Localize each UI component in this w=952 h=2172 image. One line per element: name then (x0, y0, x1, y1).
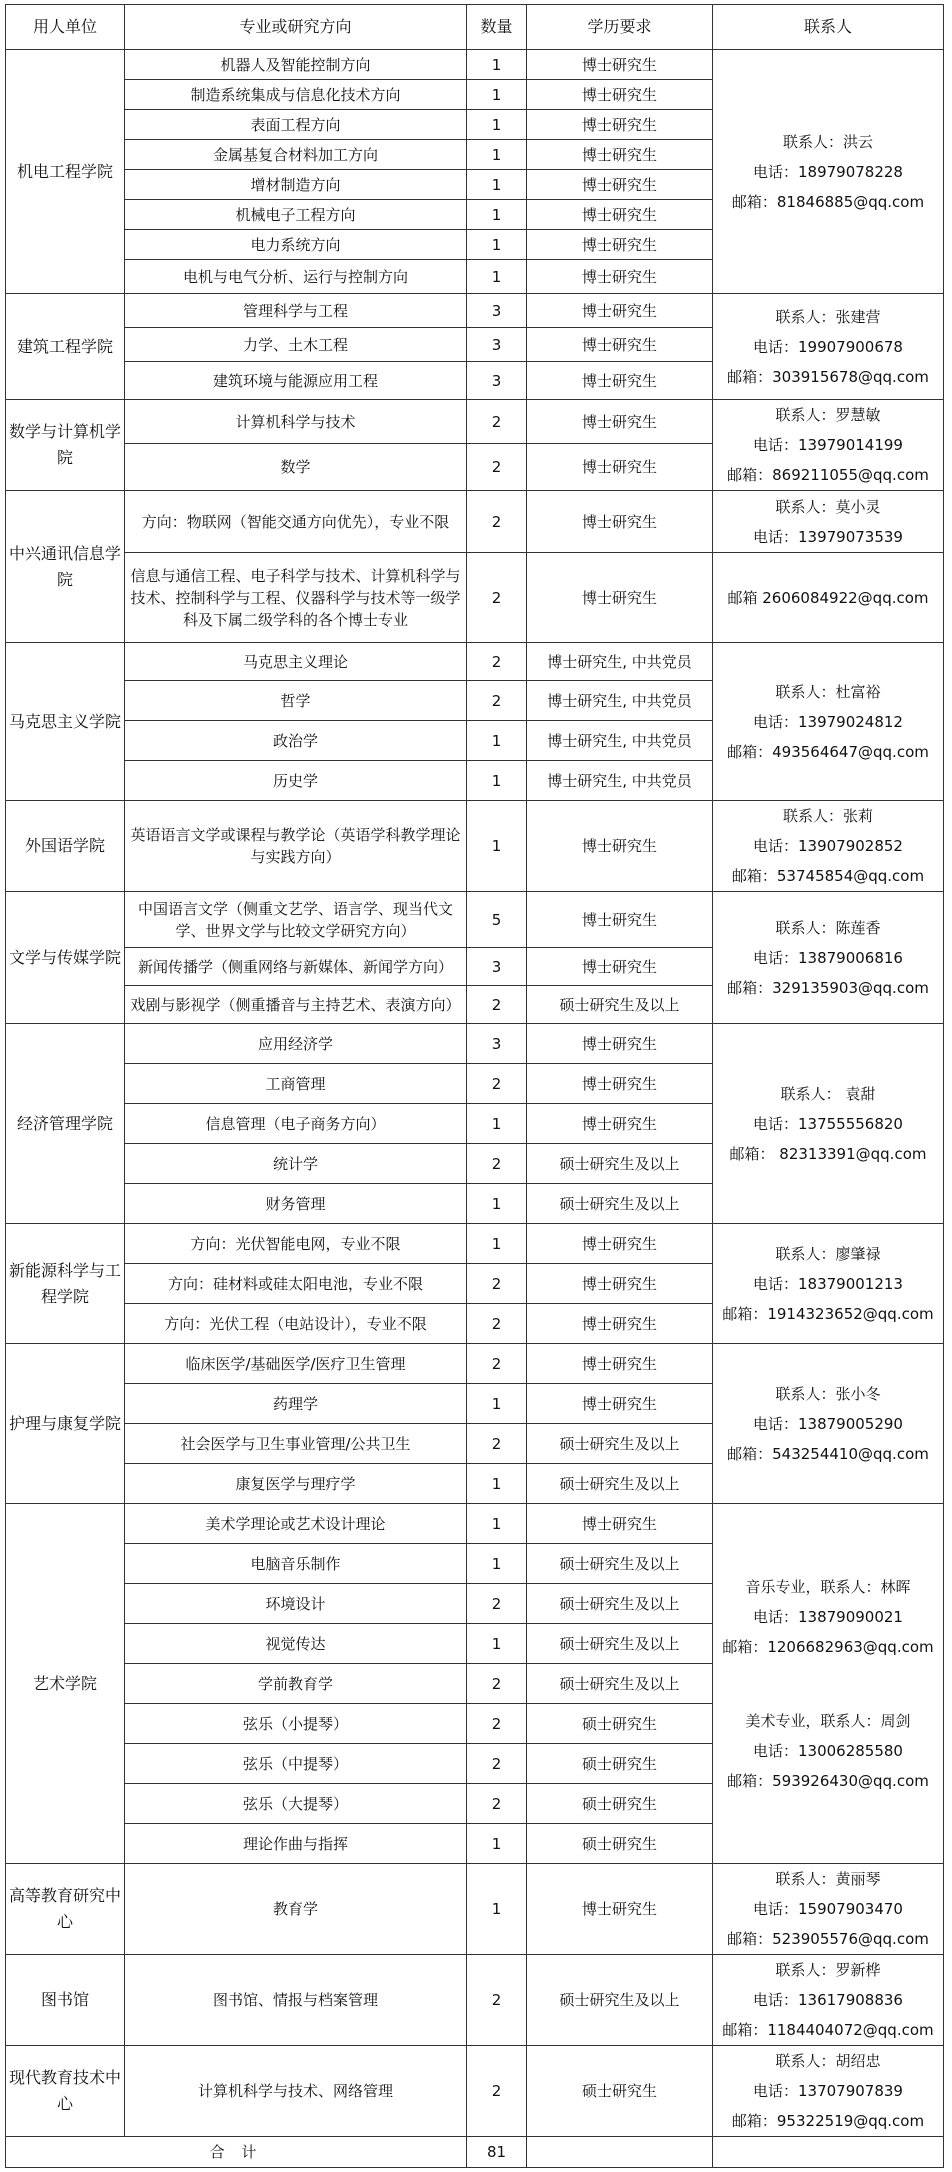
contact-line: 邮箱：543254410@qq.com (727, 1444, 929, 1463)
edu-cell: 博士研究生 (527, 1064, 713, 1104)
qty-cell: 3 (467, 948, 527, 986)
contact-line: 电话：13006285580 (753, 1741, 903, 1760)
major-cell: 教育学 (125, 1864, 467, 1955)
table-row (6, 1224, 944, 1264)
major-cell: 增材制造方向 (125, 170, 467, 200)
qty-cell: 1 (467, 140, 527, 170)
total-label: 合 计 (6, 2137, 467, 2168)
edu-cell: 博士研究生 (527, 230, 713, 260)
major-cell: 方向：硅材料或硅太阳电池，专业不限 (125, 1264, 467, 1304)
edu-cell: 博士研究生 (527, 1024, 713, 1064)
edu-cell: 硕士研究生 (527, 1744, 713, 1784)
major-cell: 弦乐（中提琴） (125, 1744, 467, 1784)
major-cell: 信息管理（电子商务方向） (125, 1104, 467, 1144)
contact-cell (713, 491, 944, 553)
edu-cell: 博士研究生 (527, 1304, 713, 1344)
major-cell: 哲学 (125, 681, 467, 721)
qty-cell: 1 (467, 110, 527, 140)
edu-cell: 博士研究生 (527, 140, 713, 170)
contact-line: 联系人：罗新桦 (775, 1961, 881, 1979)
contact-cell (713, 294, 944, 400)
major-cell: 制造系统集成与信息化技术方向 (125, 80, 467, 110)
total-row (6, 2137, 944, 2168)
edu-cell: 硕士研究生及以上 (527, 1955, 713, 2046)
edu-cell: 博士研究生 (527, 1224, 713, 1264)
major-cell: 金属基复合材料加工方向 (125, 140, 467, 170)
contact-line: 联系人：杜富裕 (775, 682, 881, 701)
major-cell: 表面工程方向 (125, 110, 467, 140)
contact-cell (713, 1344, 944, 1504)
table-row (6, 1344, 944, 1384)
major-cell: 计算机科学与技术、网络管理 (125, 2046, 467, 2137)
contact-line: 邮箱：95322519@qq.com (731, 2112, 925, 2130)
edu-cell: 博士研究生 (527, 1344, 713, 1384)
contact-line: 电话：15907903470 (753, 1900, 903, 1918)
qty-cell: 3 (467, 294, 527, 328)
edu-cell: 硕士研究生及以上 (527, 1584, 713, 1624)
contact-line: 电话：13707907839 (753, 2082, 903, 2100)
qty-cell: 2 (467, 643, 527, 681)
major-cell: 临床医学/基础医学/医疗卫生管理 (125, 1344, 467, 1384)
edu-cell: 博士研究生 (527, 260, 713, 294)
unit-cell: 数学与计算机学院 (6, 400, 125, 491)
qty-cell: 2 (467, 1955, 527, 2046)
edu-cell: 博士研究生 (527, 170, 713, 200)
qty-cell: 5 (467, 892, 527, 948)
major-cell: 统计学 (125, 1144, 467, 1184)
contact-line: 美术专业，联系人：周剑 (745, 1711, 911, 1730)
table-row (6, 801, 944, 892)
contact-line: 电话：13879006816 (753, 948, 903, 967)
qty-cell: 1 (467, 80, 527, 110)
contact-cell (713, 1224, 944, 1344)
edu-cell: 博士研究生 (527, 200, 713, 230)
table-row (6, 50, 944, 80)
qty-cell: 2 (467, 1264, 527, 1304)
major-cell: 方向：光伏智能电网，专业不限 (125, 1224, 467, 1264)
unit-cell: 建筑工程学院 (6, 294, 125, 400)
contact-line: 邮箱：1184404072@qq.com (722, 2021, 934, 2039)
contact-cell (713, 50, 944, 294)
major-cell: 方向：物联网（智能交通方向优先），专业不限 (125, 491, 467, 553)
major-cell: 政治学 (125, 721, 467, 761)
edu-cell: 博士研究生 (527, 1104, 713, 1144)
contact-line: 邮箱 2606084922@qq.com (727, 588, 929, 607)
edu-cell: 硕士研究生及以上 (527, 986, 713, 1024)
qty-cell: 2 (467, 400, 527, 444)
header-edu: 学历要求 (527, 5, 713, 50)
qty-cell: 1 (467, 1384, 527, 1424)
contact-cell (713, 1504, 944, 1864)
contact-line: 电话：18379001213 (753, 1274, 903, 1293)
qty-cell: 2 (467, 1704, 527, 1744)
edu-cell: 博士研究生 (527, 50, 713, 80)
header-unit: 用人单位 (6, 5, 125, 50)
unit-cell: 新能源科学与工程学院 (6, 1224, 125, 1344)
major-cell: 弦乐（大提琴） (125, 1784, 467, 1824)
contact-line: 电话：18979078228 (753, 162, 903, 181)
contact-cell (713, 1955, 944, 2046)
header-qty: 数量 (467, 5, 527, 50)
major-cell: 机械电子工程方向 (125, 200, 467, 230)
unit-cell: 经济管理学院 (6, 1024, 125, 1224)
edu-cell: 硕士研究生 (527, 2046, 713, 2137)
major-cell: 理论作曲与指挥 (125, 1824, 467, 1864)
major-cell: 数学 (125, 444, 467, 491)
unit-cell: 护理与康复学院 (6, 1344, 125, 1504)
qty-cell: 1 (467, 1184, 527, 1224)
edu-cell: 硕士研究生 (527, 1704, 713, 1744)
contact-cell (713, 400, 944, 491)
edu-cell: 博士研究生 (527, 491, 713, 553)
contact-cell (713, 1024, 944, 1224)
major-cell: 电力系统方向 (125, 230, 467, 260)
contact-line: 联系人：莫小灵 (775, 497, 881, 516)
recruitment-table (5, 4, 944, 2168)
contact-line: 联系人：张建营 (775, 307, 881, 326)
contact-cell (713, 553, 944, 643)
qty-cell: 2 (467, 1664, 527, 1704)
edu-cell: 博士研究生, 中共党员 (527, 761, 713, 801)
edu-cell: 博士研究生 (527, 801, 713, 892)
edu-cell: 博士研究生 (527, 444, 713, 491)
major-cell: 建筑环境与能源应用工程 (125, 362, 467, 400)
contact-line: 联系人：胡绍忠 (775, 2052, 881, 2070)
edu-cell: 博士研究生 (527, 80, 713, 110)
qty-cell: 2 (467, 1304, 527, 1344)
major-cell: 方向：光伏工程（电站设计），专业不限 (125, 1304, 467, 1344)
major-cell: 药理学 (125, 1384, 467, 1424)
qty-cell: 2 (467, 1064, 527, 1104)
qty-cell: 2 (467, 681, 527, 721)
unit-cell: 外国语学院 (6, 801, 125, 892)
contact-line: 联系人：廖肇禄 (775, 1244, 881, 1263)
qty-cell: 2 (467, 1784, 527, 1824)
edu-cell: 博士研究生 (527, 400, 713, 444)
contact-line: 联系人：洪云 (782, 132, 873, 151)
table-row (6, 400, 944, 444)
edu-cell: 硕士研究生及以上 (527, 1544, 713, 1584)
major-cell: 学前教育学 (125, 1664, 467, 1704)
contact-line: 邮箱：303915678@qq.com (727, 367, 929, 386)
contact-line: 邮箱：1206682963@qq.com (722, 1637, 934, 1656)
contact-line: 联系人：黄丽琴 (775, 1870, 881, 1888)
qty-cell: 1 (467, 801, 527, 892)
qty-cell: 2 (467, 491, 527, 553)
major-cell: 社会医学与卫生事业管理/公共卫生 (125, 1424, 467, 1464)
edu-cell: 博士研究生, 中共党员 (527, 721, 713, 761)
table-row (6, 553, 944, 643)
contact-gap (716, 1662, 940, 1706)
major-cell: 工商管理 (125, 1064, 467, 1104)
contact-line: 电话：13879090021 (753, 1607, 903, 1626)
edu-cell: 博士研究生, 中共党员 (527, 681, 713, 721)
major-cell: 计算机科学与技术 (125, 400, 467, 444)
header-major: 专业或研究方向 (125, 5, 467, 50)
qty-cell: 3 (467, 1024, 527, 1064)
major-cell: 美术学理论或艺术设计理论 (125, 1504, 467, 1544)
major-cell: 电脑音乐制作 (125, 1544, 467, 1584)
major-cell: 英语语言文学或课程与教学论（英语学科教学理论与实践方向） (125, 801, 467, 892)
contact-line: 电话：13979024812 (753, 712, 903, 731)
major-cell: 新闻传播学（侧重网络与新媒体、新闻学方向） (125, 948, 467, 986)
contact-line: 邮箱： 82313391@qq.com (729, 1144, 927, 1163)
edu-cell: 博士研究生 (527, 553, 713, 643)
qty-cell: 2 (467, 2046, 527, 2137)
qty-cell: 1 (467, 1544, 527, 1584)
table-row (6, 1955, 944, 2046)
qty-cell: 1 (467, 50, 527, 80)
edu-cell: 博士研究生 (527, 362, 713, 400)
edu-cell: 博士研究生 (527, 1264, 713, 1304)
major-cell: 财务管理 (125, 1184, 467, 1224)
contact-cell (713, 801, 944, 892)
table-row (6, 294, 944, 328)
contact-cell (713, 643, 944, 801)
table-row (6, 1504, 944, 1544)
unit-cell: 马克思主义学院 (6, 643, 125, 801)
qty-cell: 1 (467, 1224, 527, 1264)
major-cell: 信息与通信工程、电子科学与技术、计算机科学与技术、控制科学与工程、仪器科学与技术等一级学科及下属二级学科的各个博士专业 (125, 553, 467, 643)
major-cell: 图书馆、情报与档案管理 (125, 1955, 467, 2046)
edu-cell: 博士研究生 (527, 110, 713, 140)
contact-line: 邮箱：593926430@qq.com (727, 1771, 929, 1790)
qty-cell: 1 (467, 1504, 527, 1544)
qty-cell: 3 (467, 328, 527, 362)
edu-cell: 硕士研究生及以上 (527, 1664, 713, 1704)
edu-cell: 硕士研究生及以上 (527, 1464, 713, 1504)
contact-line: 联系人：陈莲香 (775, 918, 881, 937)
table-row (6, 491, 944, 553)
major-cell: 环境设计 (125, 1584, 467, 1624)
contact-line: 电话：13979014199 (753, 436, 903, 454)
contact-line: 邮箱：493564647@qq.com (727, 742, 929, 761)
table-row (6, 643, 944, 681)
unit-cell: 现代教育技术中心 (6, 2046, 125, 2137)
qty-cell: 2 (467, 553, 527, 643)
qty-cell: 1 (467, 1464, 527, 1504)
major-cell: 康复医学与理疗学 (125, 1464, 467, 1504)
header-contact: 联系人 (713, 5, 944, 50)
contact-line: 邮箱：1914323652@qq.com (722, 1304, 934, 1323)
qty-cell: 2 (467, 1424, 527, 1464)
unit-cell: 图书馆 (6, 1955, 125, 2046)
edu-cell: 博士研究生 (527, 294, 713, 328)
contact-line: 联系人：张小冬 (775, 1384, 881, 1403)
contact-line: 电话：13755556820 (753, 1114, 903, 1133)
contact-cell (713, 2046, 944, 2137)
major-cell: 马克思主义理论 (125, 643, 467, 681)
table-body (6, 50, 944, 2137)
major-cell: 历史学 (125, 761, 467, 801)
major-cell: 弦乐（小提琴） (125, 1704, 467, 1744)
contact-line: 电话：13617908836 (753, 1991, 903, 2009)
contact-line: 电话：13879005290 (753, 1414, 903, 1433)
contact-line: 电话：13907902852 (753, 837, 903, 855)
table-row (6, 892, 944, 948)
qty-cell: 1 (467, 260, 527, 294)
edu-cell: 博士研究生 (527, 1864, 713, 1955)
edu-cell: 博士研究生 (527, 892, 713, 948)
contact-line: 邮箱：53745854@qq.com (731, 867, 925, 885)
table-row (6, 1864, 944, 1955)
major-cell: 电机与电气分析、运行与控制方向 (125, 260, 467, 294)
edu-cell: 博士研究生 (527, 948, 713, 986)
contact-line: 邮箱：523905576@qq.com (727, 1930, 929, 1948)
major-cell: 中国语言文学（侧重文艺学、语言学、现当代文学、世界文学与比较文学研究方向） (125, 892, 467, 948)
edu-cell: 硕士研究生及以上 (527, 1424, 713, 1464)
table-row (6, 1024, 944, 1064)
edu-cell: 硕士研究生及以上 (527, 1184, 713, 1224)
edu-cell: 硕士研究生及以上 (527, 1144, 713, 1184)
qty-cell: 1 (467, 721, 527, 761)
header-row (6, 5, 944, 50)
edu-cell: 硕士研究生 (527, 1784, 713, 1824)
edu-cell: 博士研究生 (527, 328, 713, 362)
unit-cell: 艺术学院 (6, 1504, 125, 1864)
contact-cell (713, 1864, 944, 1955)
contact-line: 电话：13979073539 (753, 527, 903, 546)
contact-line: 邮箱：81846885@qq.com (731, 192, 925, 211)
qty-cell: 1 (467, 1104, 527, 1144)
major-cell: 应用经济学 (125, 1024, 467, 1064)
qty-cell: 3 (467, 362, 527, 400)
major-cell: 机器人及智能控制方向 (125, 50, 467, 80)
qty-cell: 1 (467, 1824, 527, 1864)
major-cell: 管理科学与工程 (125, 294, 467, 328)
qty-cell: 1 (467, 170, 527, 200)
qty-cell: 2 (467, 444, 527, 491)
major-cell: 戏剧与影视学（侧重播音与主持艺术、表演方向） (125, 986, 467, 1024)
unit-cell: 机电工程学院 (6, 50, 125, 294)
qty-cell: 2 (467, 1144, 527, 1184)
qty-cell: 1 (467, 1624, 527, 1664)
qty-cell: 2 (467, 1744, 527, 1784)
edu-cell: 博士研究生 (527, 1384, 713, 1424)
qty-cell: 1 (467, 230, 527, 260)
qty-cell: 1 (467, 200, 527, 230)
edu-cell: 博士研究生, 中共党员 (527, 643, 713, 681)
total-empty-edu (527, 2137, 713, 2168)
edu-cell: 硕士研究生 (527, 1824, 713, 1864)
total-empty-contact (713, 2137, 944, 2168)
qty-cell: 2 (467, 1584, 527, 1624)
qty-cell: 1 (467, 761, 527, 801)
unit-cell: 中兴通讯信息学院 (6, 491, 125, 643)
contact-line: 联系人：罗慧敏 (775, 406, 881, 424)
qty-cell: 1 (467, 1864, 527, 1955)
qty-cell: 2 (467, 986, 527, 1024)
unit-cell: 文学与传媒学院 (6, 892, 125, 1024)
contact-line: 电话：19907900678 (753, 337, 903, 356)
edu-cell: 硕士研究生及以上 (527, 1624, 713, 1664)
contact-line: 联系人： 袁甜 (780, 1084, 876, 1103)
major-cell: 力学、土木工程 (125, 328, 467, 362)
major-cell: 视觉传达 (125, 1624, 467, 1664)
table-row (6, 2046, 944, 2137)
contact-line: 音乐专业，联系人：林晖 (745, 1577, 911, 1596)
contact-line: 联系人：张莉 (782, 807, 873, 825)
contact-line: 邮箱：329135903@qq.com (727, 978, 929, 997)
contact-line: 邮箱：869211055@qq.com (727, 466, 929, 484)
edu-cell: 博士研究生 (527, 1504, 713, 1544)
total-qty: 81 (467, 2137, 527, 2168)
unit-cell: 高等教育研究中心 (6, 1864, 125, 1955)
contact-cell (713, 892, 944, 1024)
qty-cell: 2 (467, 1344, 527, 1384)
